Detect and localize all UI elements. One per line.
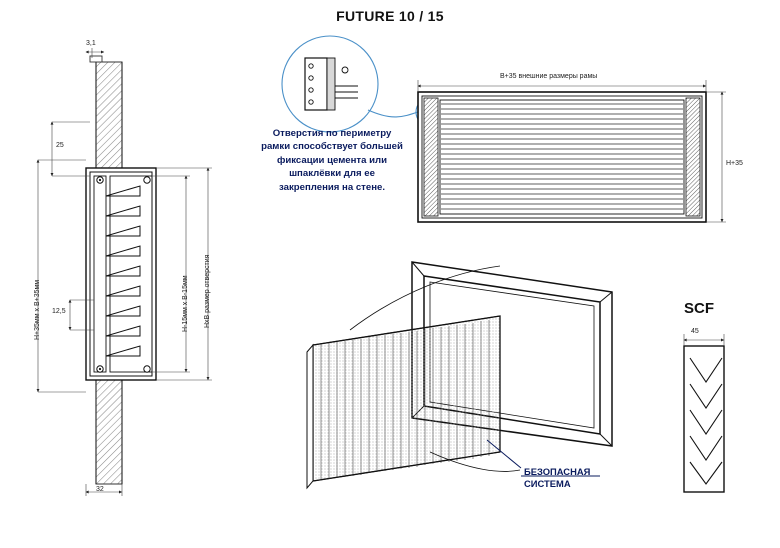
dim-section-top-thickness: 3,1 bbox=[86, 40, 96, 47]
front-view-grille bbox=[418, 80, 726, 222]
dim-section-right-vertical: НxВ размер отверстия bbox=[204, 254, 211, 328]
dim-front-right: H+35 bbox=[726, 160, 743, 167]
safe-system-line1: БЕЗОПАСНАЯ bbox=[524, 466, 591, 477]
scf-profile-view bbox=[684, 334, 724, 492]
wall-section-view bbox=[38, 48, 212, 496]
scf-title: SCF bbox=[684, 300, 714, 317]
isometric-assembly-view bbox=[307, 262, 612, 488]
dim-front-top: B+35 внешние размеры рамы bbox=[500, 73, 598, 80]
dim-section-25: 25 bbox=[56, 142, 64, 149]
callout-text: Отверстия по периметру рамки способствует большей фиксации цемента или шпаклёвки для ее закрепления на стене. bbox=[261, 128, 403, 193]
safe-system-line2: СИСТЕМА bbox=[524, 478, 571, 489]
safe-system-panel bbox=[307, 316, 500, 488]
dim-scf-width: 45 bbox=[691, 328, 699, 335]
dim-section-width-bottom: 32 bbox=[96, 486, 104, 493]
page-title: FUTURE 10 / 15 bbox=[336, 8, 444, 24]
dim-section-mid-vertical: Н-15мм х В-15мм bbox=[182, 275, 189, 332]
dim-section-left-vertical: Н+35мм х В+35мм bbox=[34, 279, 41, 340]
dim-section-12-5: 12,5 bbox=[52, 308, 66, 315]
safe-system-label bbox=[524, 466, 644, 490]
